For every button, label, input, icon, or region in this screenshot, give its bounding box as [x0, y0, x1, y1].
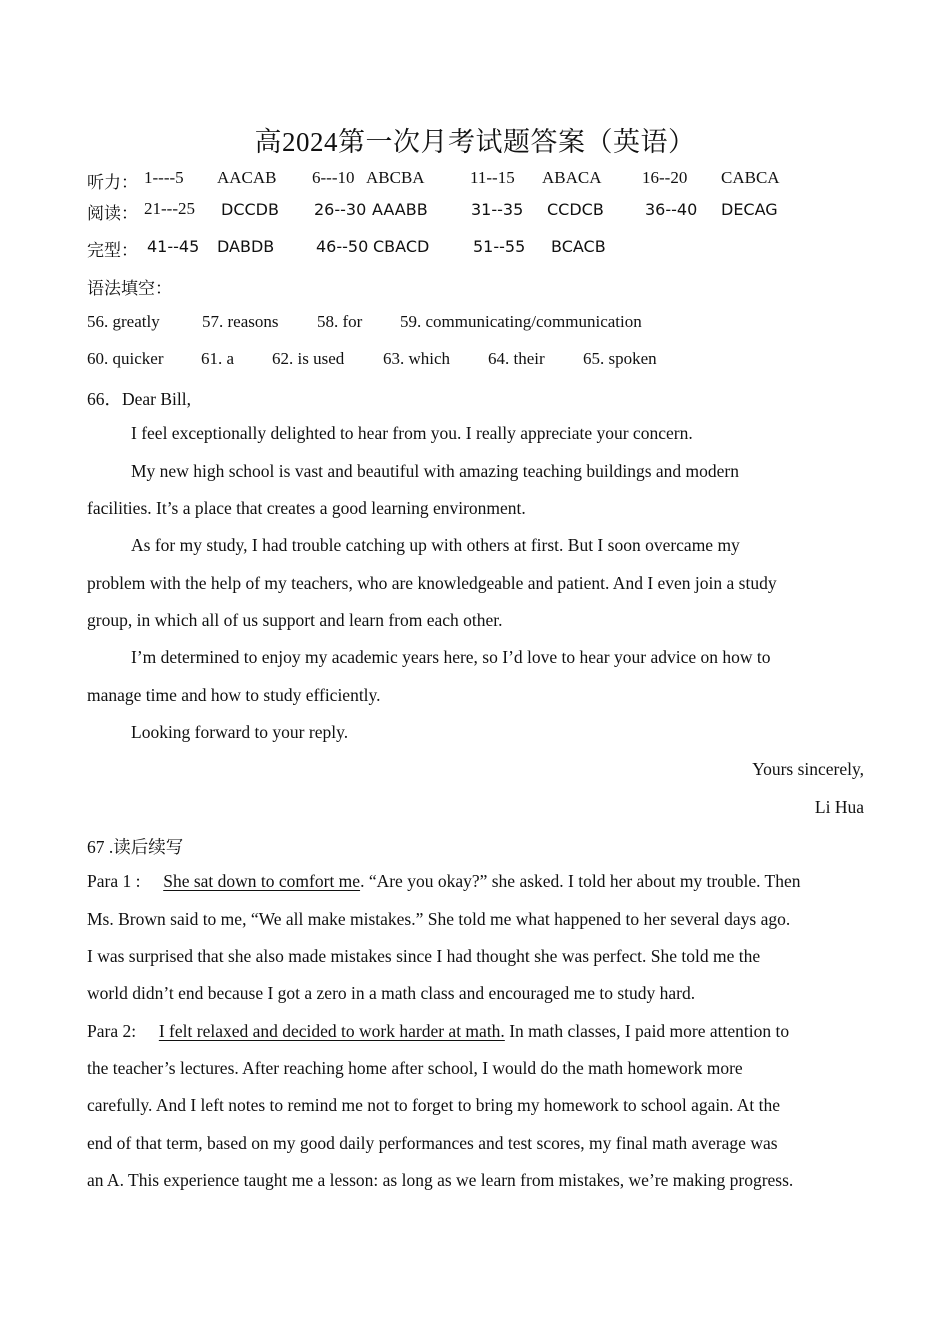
grammar-answer: 58. for	[317, 312, 363, 331]
para2-first-line	[87, 1021, 789, 1042]
letter-line: I feel exceptionally delighted to hear from you. I really appreciate your concern.	[131, 423, 693, 443]
reading-label: 阅读：	[87, 204, 138, 223]
para2-line: an A. This experience taught me a lesson: as long as we learn from mistakes, we’re making progress.	[87, 1170, 794, 1190]
reading-answers-1: DCCDB	[221, 200, 279, 219]
listening-range-1: 1----5	[144, 168, 184, 187]
grammar-answer: 60. quicker	[87, 349, 164, 368]
continuation-heading: 67 .读后续写	[87, 837, 184, 857]
listening-range-2: 6---10	[312, 168, 355, 187]
grammar-answer: 56. greatly	[87, 312, 160, 331]
letter-line: My new high school is vast and beautiful with amazing teaching buildings and modern	[131, 461, 740, 481]
listening-answers-2: ABCBA	[366, 168, 425, 187]
cloze-range-1: 41--45	[147, 237, 200, 256]
para2-line: the teacher’s lectures. After reaching home after school, I would do the math homework more	[87, 1058, 743, 1078]
listening-label: 听力：	[87, 173, 138, 192]
letter-line: As for my study, I had trouble catching up with others at first. But I soon overcame my	[131, 535, 740, 555]
para1-line: Ms. Brown said to me, “We all make mistakes.” She told me what happened to her several days ago.	[87, 909, 791, 929]
listening-range-4: 16--20	[642, 168, 688, 187]
para1-line: I was surprised that she also made mistakes since I had thought she was perfect. She told me the	[87, 946, 761, 966]
cloze-range-2: 46--50	[316, 237, 369, 256]
listening-range-3: 11--15	[470, 168, 515, 187]
letter-line: I’m determined to enjoy my academic years here, so I’d love to hear your advice on how to	[131, 647, 771, 667]
para1-underlined-sentence: She sat down to comfort me	[163, 871, 361, 891]
listening-answers-1: AACAB	[217, 168, 277, 187]
grammar-answer: 59. communicating/communication	[400, 312, 642, 331]
letter-line: Looking forward to your reply.	[131, 722, 349, 742]
letter-line: manage time and how to study efficiently.	[87, 685, 381, 705]
letter-greeting: 66．Dear Bill,	[87, 389, 192, 409]
listening-answers-3: ABACA	[542, 168, 602, 187]
para1-label: Para 1 :	[87, 871, 141, 891]
cloze-label: 完型：	[87, 241, 138, 260]
grammar-answer: 65. spoken	[583, 349, 657, 368]
reading-range-4: 36--40	[645, 200, 698, 219]
grammar-answer: 61. a	[201, 349, 235, 368]
reading-range-2: 26--30	[314, 200, 367, 219]
letter-closing: Yours sincerely,	[752, 759, 864, 779]
letter-line: problem with the help of my teachers, who are knowledgeable and patient. And I even join a study	[87, 573, 777, 593]
para2-line: carefully. And I left notes to remind me not to forget to bring my homework to school again. At the	[87, 1095, 781, 1115]
para2-underlined-sentence: I felt relaxed and decided to work harder at math.	[158, 1021, 505, 1041]
para1-line: world didn’t end because I got a zero in a math class and encouraged me to study hard.	[87, 983, 696, 1003]
grammar-answer: 62. is used	[272, 349, 345, 368]
grammar-label: 语法填空：	[87, 279, 172, 298]
reading-answers-2: AAABB	[372, 200, 428, 219]
cloze-answers-3: BCACB	[551, 237, 606, 256]
cloze-answers-2: CBACD	[373, 237, 430, 256]
reading-answers-3: CCDCB	[547, 200, 604, 219]
cloze-range-3: 51--55	[473, 237, 526, 256]
reading-range-1: 21---25	[144, 199, 195, 218]
letter-line: facilities. It’s a place that creates a good learning environment.	[87, 498, 526, 518]
reading-answers-4: DECAG	[721, 200, 778, 219]
grammar-answer: 63. which	[383, 349, 451, 368]
reading-range-3: 31--35	[471, 200, 524, 219]
para1-first-line	[87, 871, 801, 892]
para2-label: Para 2:	[87, 1021, 137, 1041]
letter-line: group, in which all of us support and learn from each other.	[87, 610, 503, 630]
para2-line: end of that term, based on my good daily performances and test scores, my final math average was	[87, 1133, 778, 1153]
listening-answers-4: CABCA	[721, 168, 780, 187]
para1-rest: . “Are you okay?” she asked. I told her about my trouble. Then	[360, 871, 801, 891]
letter-signature: Li Hua	[814, 797, 864, 817]
page-title: 高2024第一次月考试题答案（英语）	[254, 127, 696, 157]
para2-rest: In math classes, I paid more attention to	[504, 1021, 790, 1041]
grammar-answer: 57. reasons	[202, 312, 279, 331]
cloze-answers-1: DABDB	[217, 237, 275, 256]
grammar-answer: 64. their	[488, 349, 545, 368]
